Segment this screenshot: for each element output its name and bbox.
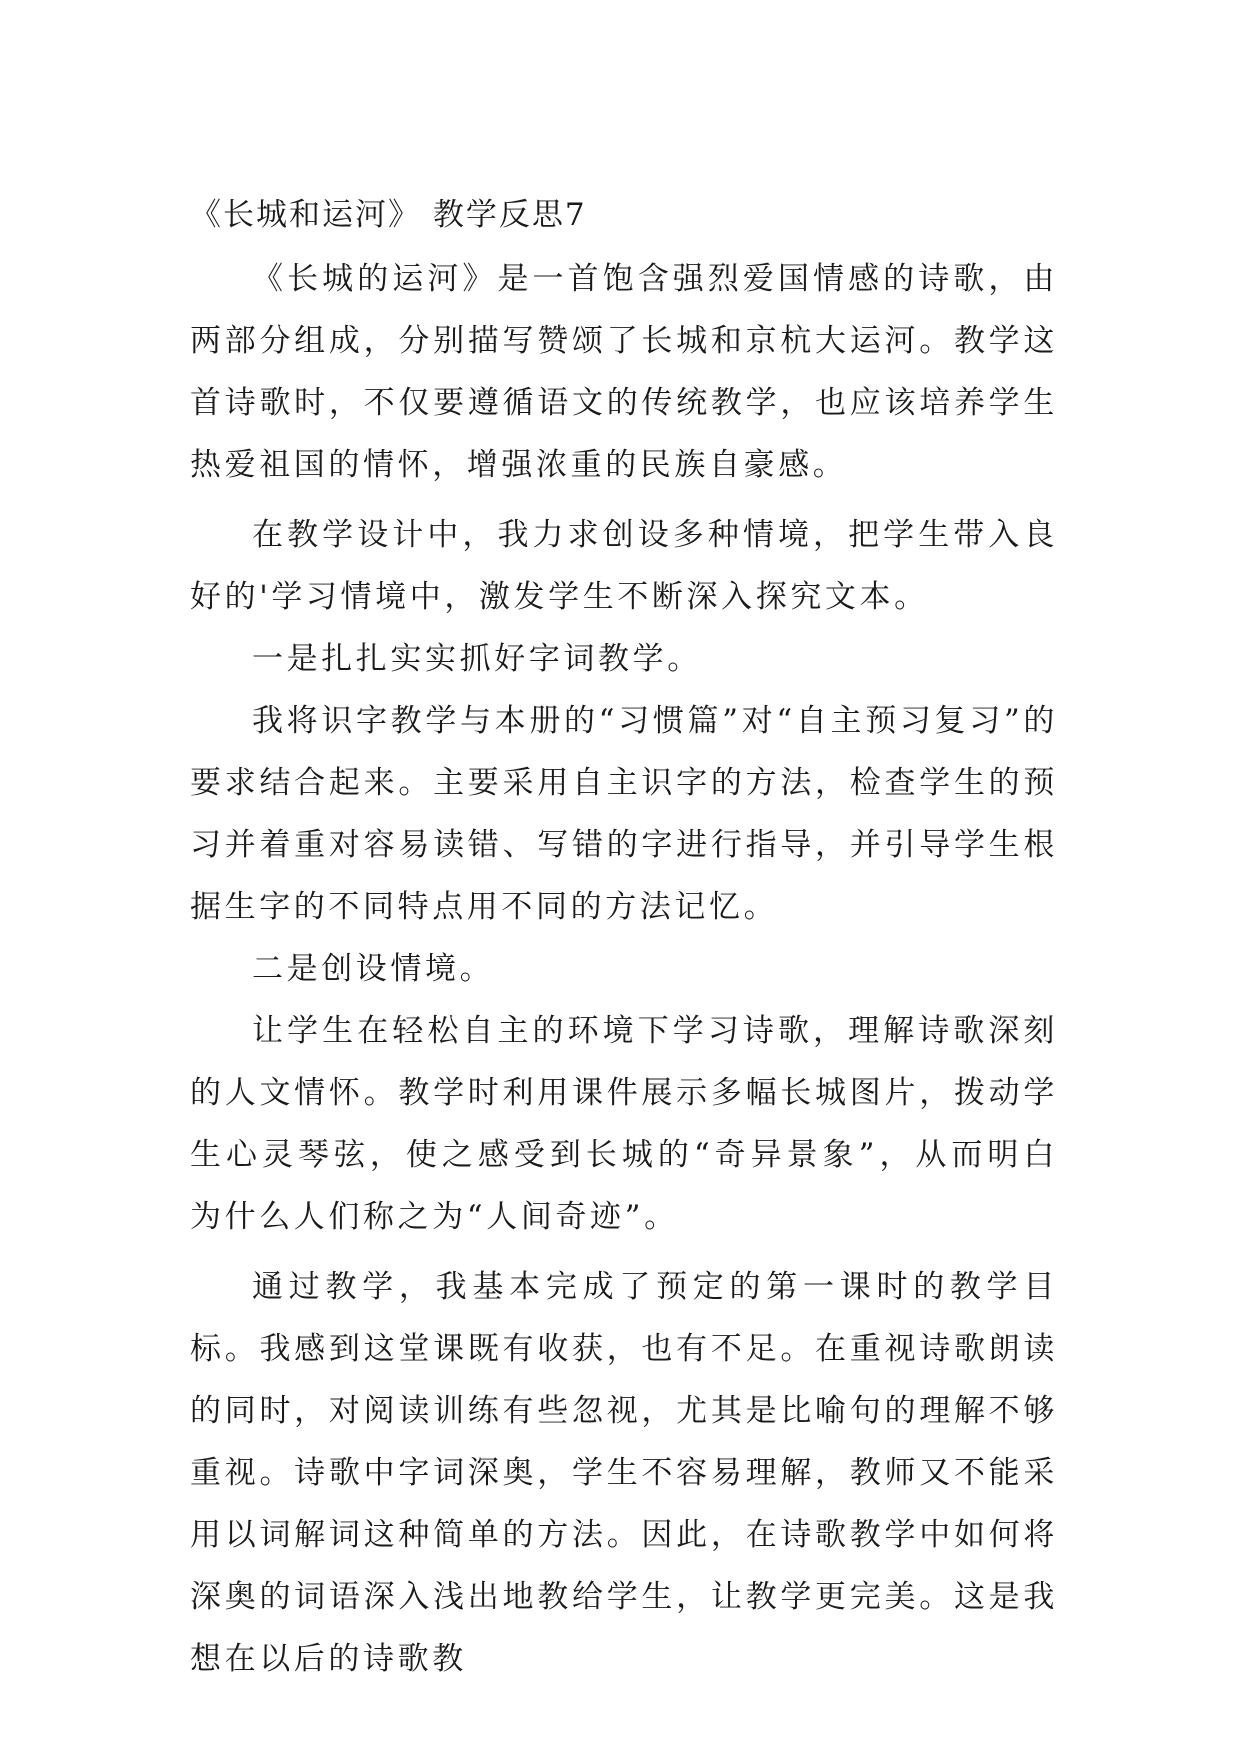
paragraph-point-one: 一是扎扎实实抓好字词教学。 [252, 641, 702, 677]
paragraph-reflection: 通过教学，我基本完成了预定的第一课时的教学目标。我感到这堂课既有收获，也有不足。在重视诗歌朗读的同时，对阅读训练有些忽视，尤其是比喻句的理解不够重视。诗歌中字词深奥，学生不容易理解，教师又不能采用以词解词这种简单的方法。因此，在诗歌教学中如何将深奥的词语深入浅出地教给学生，让教学更完美。这是我想在以后的诗歌教 [190, 1269, 1058, 1677]
paragraph-literacy: 我将识字教学与本册的“习惯篇”对“自主预习复习”的要求结合起来。主要采用自主识字的方法，检查学生的预习并着重对容易读错、写错的字进行指导，并引导学生根据生字的不同特点用不同的方法记忆。 [190, 703, 1058, 925]
paragraph-context: 让学生在轻松自主的环境下学习诗歌，理解诗歌深刻的人文情怀。教学时利用课件展示多幅长城图片，拨动学生心灵琴弦，使之感受到长城的“奇异景象”，从而明白为什么人们称之为“人间奇迹”。 [190, 1013, 1058, 1235]
paragraph-intro: 《长城的运河》是一首饱含强烈爱国情感的诗歌，由两部分组成，分别描写赞颂了长城和京杭大运河。教学这首诗歌时，不仅要遵循语文的传统教学，也应该培养学生热爱祖国的情怀，增强浓重的民族自豪感。 [190, 261, 1058, 483]
paragraph-point-two: 二是创设情境。 [252, 951, 495, 987]
paragraph-design: 在教学设计中，我力求创设多种情境，把学生带入良好的'学习情境中，激发学生不断深入探究文本。 [190, 517, 1058, 615]
document-title: 《长城和运河》 教学反思7 [190, 197, 587, 233]
document-body [190, 188, 1058, 1690]
